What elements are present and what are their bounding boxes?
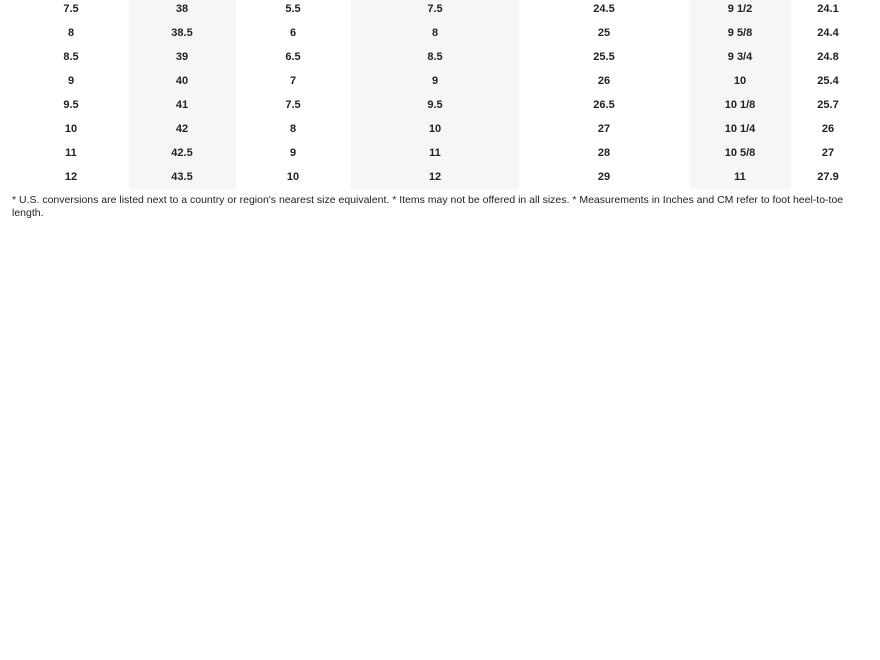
table-cell: 39 [175,51,189,63]
table-cell: 9 5/8 [727,27,753,39]
table-cell: 9 [67,75,75,87]
table-cell: 25.4 [817,75,839,87]
table-cell: 7.5 [285,99,301,111]
table-cell: 10 1/4 [724,123,756,135]
table-cell: 10 5/8 [724,147,756,159]
table-cell: 7.5 [427,3,443,15]
table-cell: 29 [597,171,611,183]
table-cell: 38 [175,3,189,15]
table-cell: 9 1/2 [727,3,753,15]
table-cell: 25.7 [817,99,839,111]
table-cell: 9 [431,75,439,87]
table-cell: 43.5 [171,171,193,183]
table-cell: 12 [64,171,78,183]
table-cell: 27 [821,147,835,159]
table-row [0,96,880,120]
table-cell: 10 [733,75,747,87]
table-cell: 10 [428,123,442,135]
table-cell: 41 [175,99,189,111]
table-cell: 42 [175,123,189,135]
table-cell: 26 [597,75,611,87]
table-cell: 25.5 [593,51,615,63]
table-cell: 9 3/4 [727,51,753,63]
table-cell: 9.5 [427,99,443,111]
table-row [0,144,880,168]
table-cell: 42.5 [171,147,193,159]
table-cell: 10 [64,123,78,135]
table-cell: 9 [289,147,297,159]
table-cell: 38.5 [171,27,193,39]
table-cell: 11 [65,147,77,159]
table-cell: 25 [597,27,611,39]
table-cell: 5.5 [285,3,301,15]
table-cell: 8.5 [427,51,443,63]
table-cell: 40 [175,75,189,87]
table-row [0,168,880,192]
table-cell: 7 [289,75,297,87]
table-cell: 10 1/8 [724,99,756,111]
table-row [0,48,880,72]
table-cell: 27 [597,123,611,135]
table-cell: 6.5 [285,51,301,63]
table-cell: 10 [286,171,300,183]
table-cell: 24.4 [817,27,839,39]
table-cell: 8 [289,123,297,135]
table-cell: 11 [429,147,441,159]
table-row [0,24,880,48]
table-cell: 24.5 [593,3,615,15]
table-cell: 8.5 [63,51,79,63]
table-cell: 7.5 [63,3,79,15]
table-cell: 8 [431,27,439,39]
table-cell: 11 [734,171,746,183]
table-cell: 26 [821,123,835,135]
footnote: * U.S. conversions are listed next to a country or region's nearest size equivalent. * Items may not be offered in all sizes. * Measurements in Inches and CM refer to foot heel-to-toe length. [12,194,844,219]
table-cell: 24.1 [817,3,839,15]
table-row [0,72,880,96]
table-cell: 24.8 [817,51,839,63]
table-row [0,120,880,144]
table-cell: 26.5 [593,99,615,111]
table-cell: 6 [289,27,297,39]
table-row [0,0,880,24]
table-cell: 8 [67,27,75,39]
table-cell: 12 [428,171,442,183]
table-cell: 9.5 [63,99,79,111]
table-cell: 28 [597,147,611,159]
table-cell: 27.9 [817,171,839,183]
